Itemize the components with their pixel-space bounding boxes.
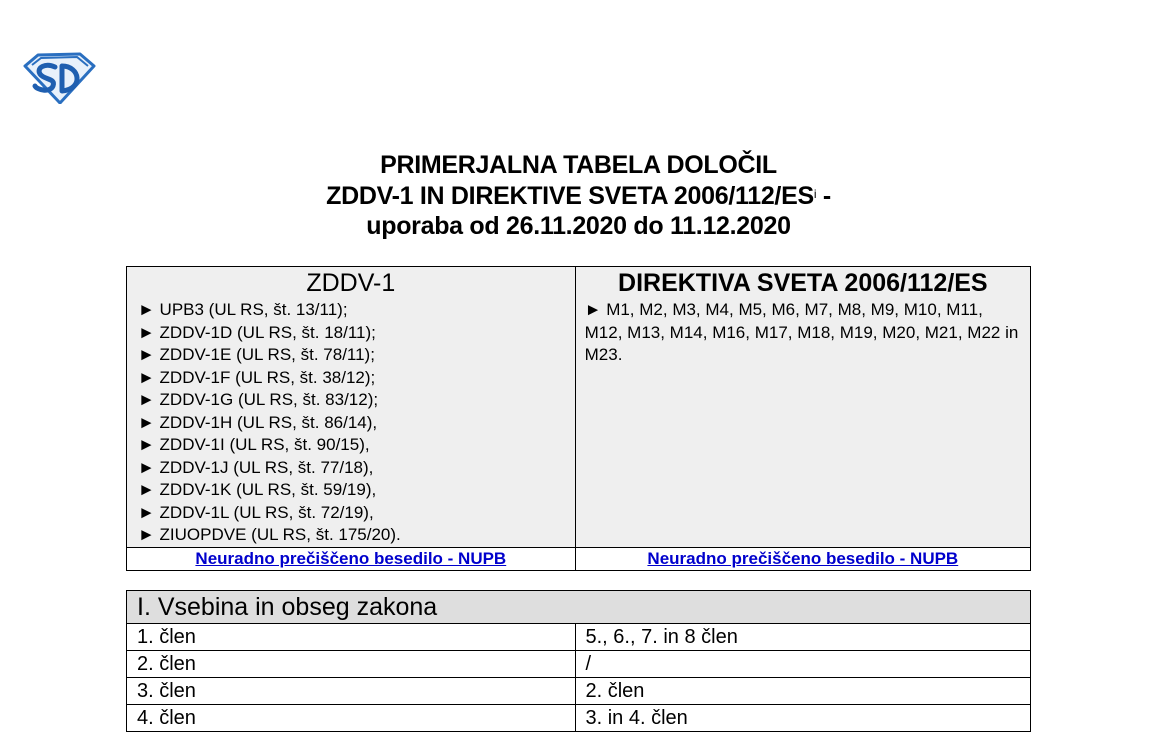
title-line-2-suffix: - <box>816 181 831 210</box>
amendment-item: ► UPB3 (UL RS, št. 13/11); <box>138 300 348 319</box>
directive-article: / <box>575 651 1031 678</box>
directive-link-cell <box>575 547 1030 570</box>
directive-article: 2. člen <box>575 678 1031 705</box>
title-line-2 <box>0 181 1157 212</box>
zddv-nupb-link[interactable]: Neuradno prečiščeno besedilo - NUPB <box>195 548 507 568</box>
directive-cell <box>575 267 1030 548</box>
endnote-marker[interactable]: i <box>813 186 817 201</box>
amendment-item: ► ZIUOPDVE (UL RS, št. 175/20). <box>138 525 401 544</box>
zddv-article: 2. člen <box>127 651 576 678</box>
directive-article: 5., 6., 7. in 8 člen <box>575 624 1031 651</box>
directive-amendments: ► M1, M2, M3, M4, M5, M6, M7, M8, M9, M10, M11, M12, M13, M14, M16, M17, M18, M19, M20, M21, M22 in M23. <box>584 300 1019 364</box>
directive-article: 3. in 4. člen <box>575 705 1031 732</box>
zddv-heading: ZDDV-1 <box>306 269 396 297</box>
amendment-item: ► ZDDV-1K (UL RS, št. 59/19), <box>138 480 377 499</box>
summary-table <box>126 266 1031 571</box>
amendment-item: ► ZDDV-1D (UL RS, št. 18/11); <box>138 322 376 342</box>
amendment-item: ► ZDDV-1H (UL RS, št. 86/14), <box>138 412 378 432</box>
zddv-article: 4. člen <box>127 705 576 732</box>
amendment-item: ► ZDDV-1F (UL RS, št. 38/12); <box>138 367 376 387</box>
section-title: I. Vsebina in obseg zakona <box>127 591 1031 624</box>
amendment-item: ► ZDDV-1E (UL RS, št. 78/11); <box>138 345 375 364</box>
table-row <box>127 651 1031 678</box>
comparison-table <box>126 590 1031 732</box>
logo-icon <box>22 49 96 104</box>
zddv-article: 3. člen <box>127 678 576 705</box>
summary-content-row <box>127 267 1031 548</box>
directive-heading: DIREKTIVA SVETA 2006/112/ES <box>618 269 988 297</box>
zddv-link-cell <box>127 547 576 570</box>
title-line-1: PRIMERJALNA TABELA DOLOČIL <box>380 151 777 179</box>
table-row <box>127 678 1031 705</box>
document-title <box>0 150 1157 242</box>
amendment-item: ► ZDDV-1J (UL RS, št. 77/18), <box>138 457 374 477</box>
zddv-cell <box>127 267 576 548</box>
amendment-list <box>127 299 575 547</box>
table-row <box>127 705 1031 732</box>
amendment-item: ► ZDDV-1L (UL RS, št. 72/19), <box>138 502 374 522</box>
table-row <box>127 624 1031 651</box>
directive-nupb-link[interactable]: Neuradno prečiščeno besedilo - NUPB <box>647 548 959 568</box>
section-header-row <box>127 591 1031 624</box>
title-line-2-text: ZDDV-1 IN DIREKTIVE SVETA 2006/112/ES <box>326 181 814 210</box>
zddv-article: 1. člen <box>127 624 576 651</box>
amendment-item: ► ZDDV-1G (UL RS, št. 83/12); <box>138 390 379 409</box>
title-line-3: uporaba od 26.11.2020 do 11.12.2020 <box>366 212 791 240</box>
link-row <box>127 547 1031 570</box>
amendment-item: ► ZDDV-1I (UL RS, št. 90/15), <box>138 435 370 454</box>
